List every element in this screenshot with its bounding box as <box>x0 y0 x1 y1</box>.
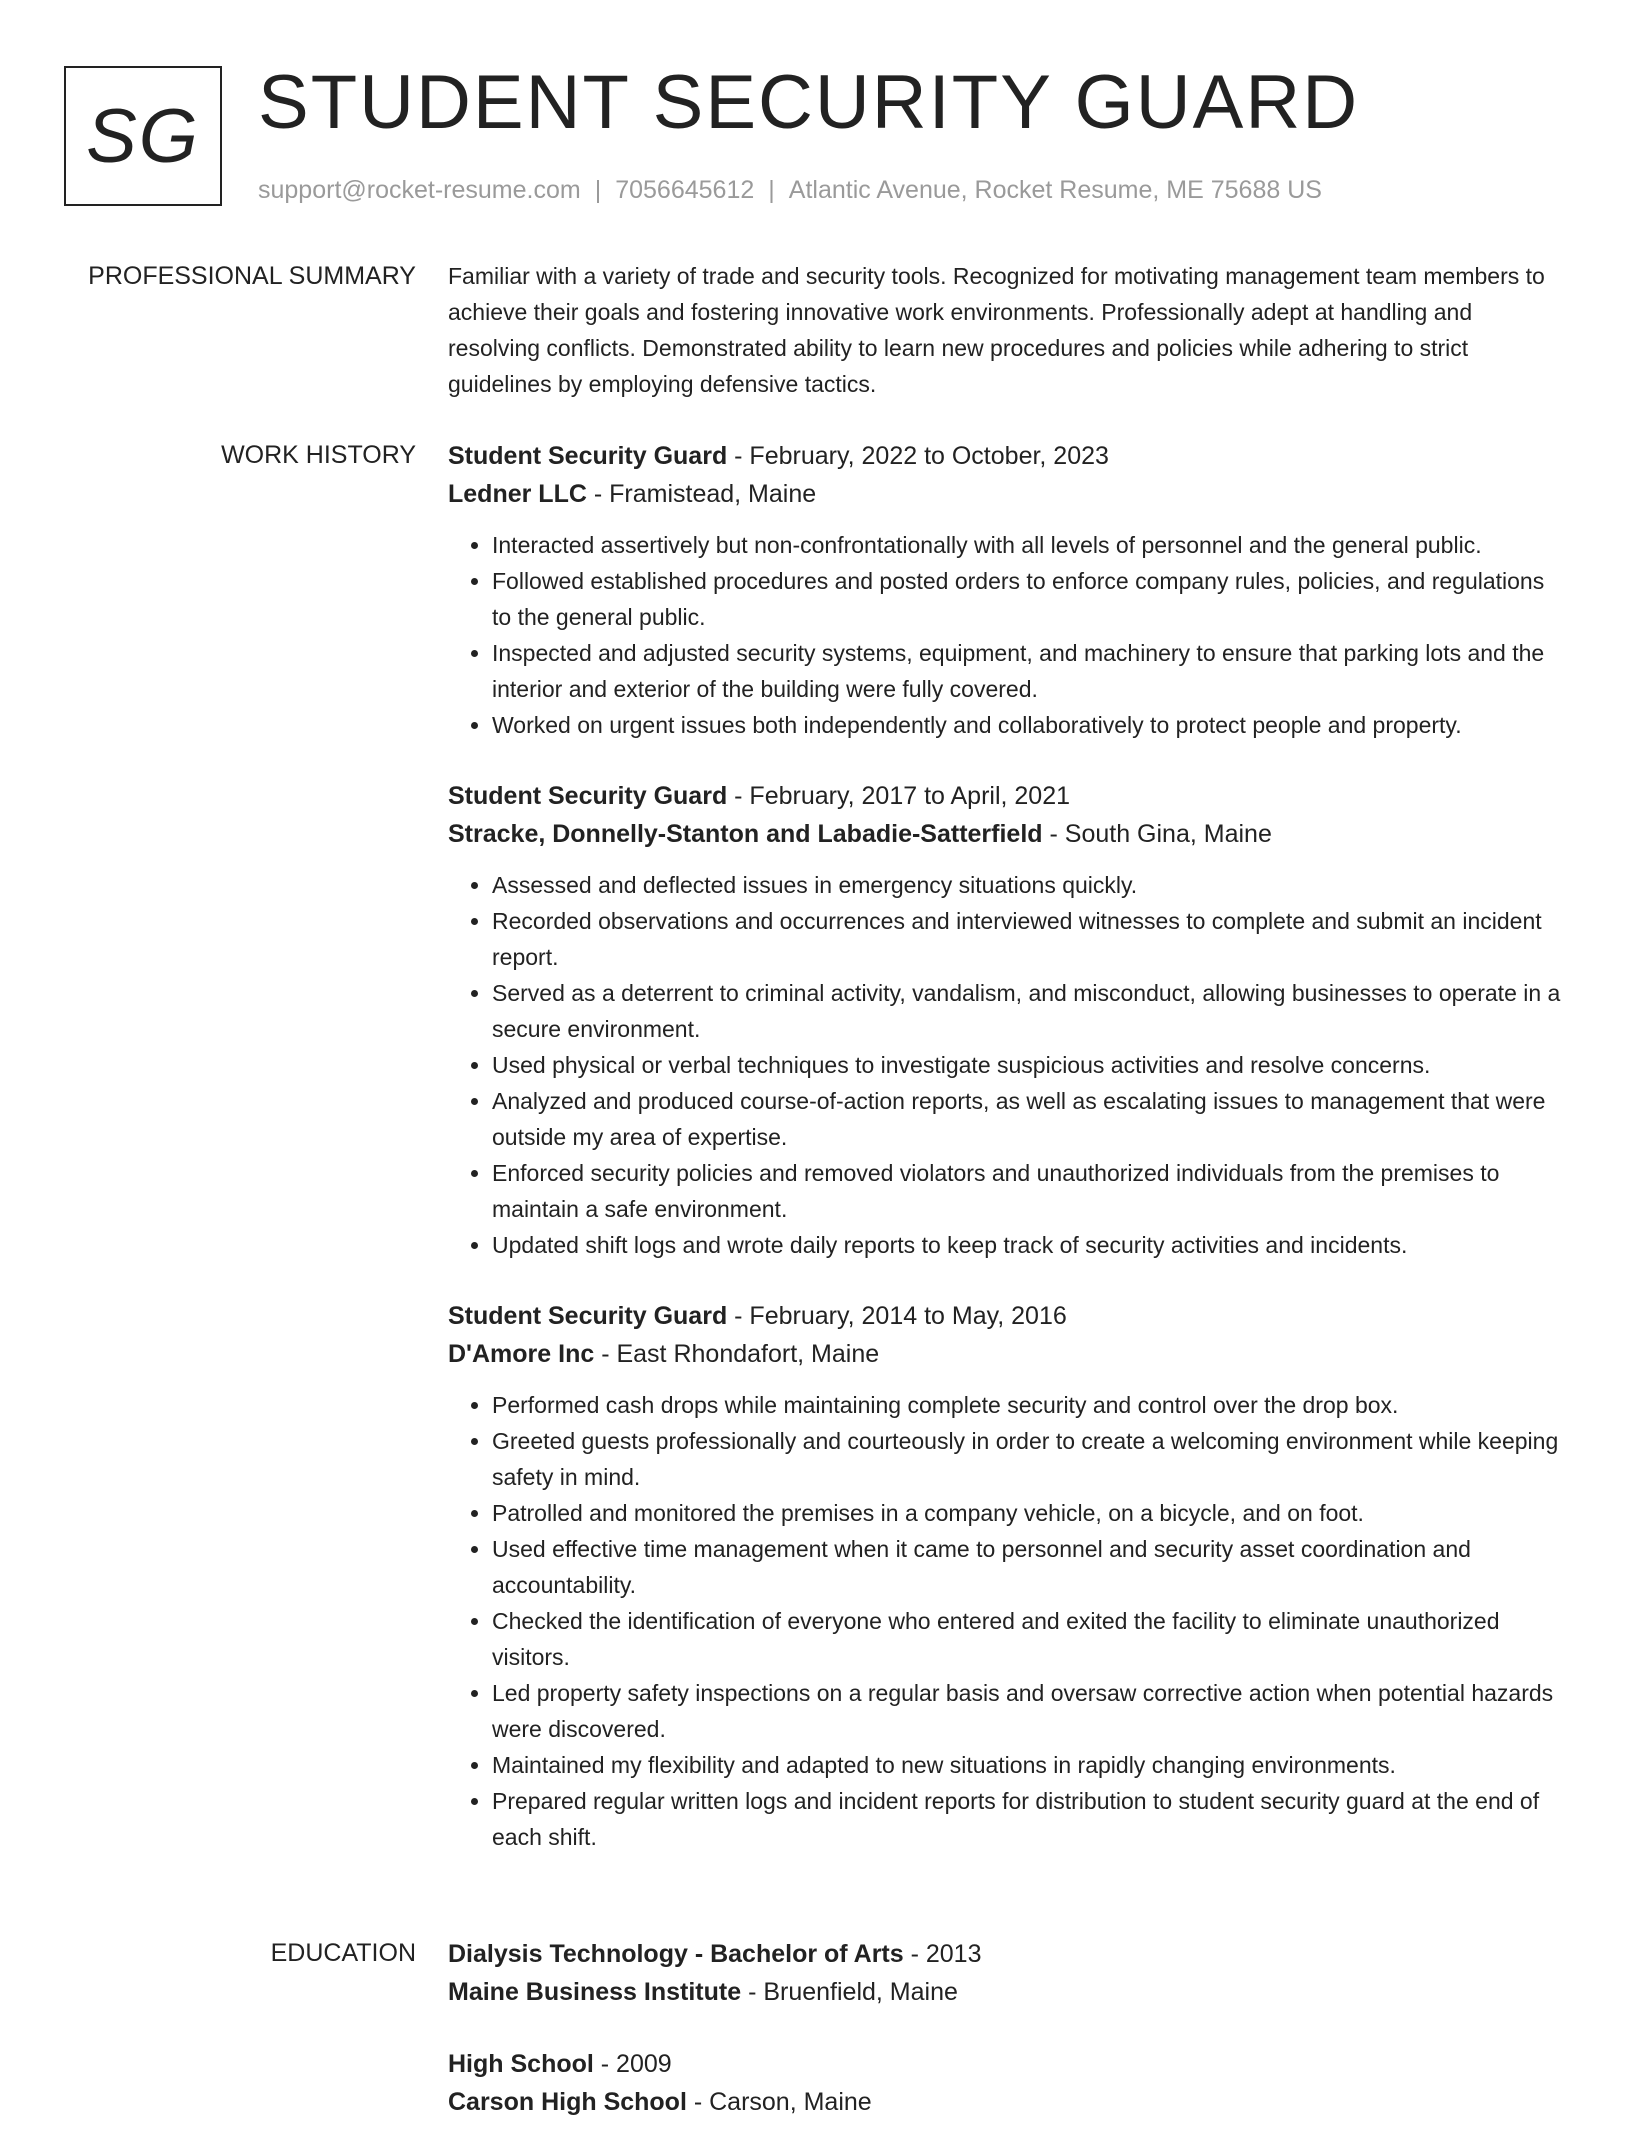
job-bullet: • Greeted guests professionally and courteously in order to create a welcoming environment while keeping safety in mind. <box>492 1423 1568 1495</box>
contact-line <box>258 175 1322 205</box>
job-title: Student Security Guard <box>448 442 728 470</box>
company-line <box>448 815 1568 853</box>
job-bullet: • Patrolled and monitored the premises in a company vehicle, on a bicycle, and on foot. <box>492 1495 1568 1531</box>
job-bullet: • Used physical or verbal techniques to investigate suspicious activities and resolve concerns. <box>492 1047 1568 1083</box>
separator: | <box>594 176 602 204</box>
job-bullets <box>448 1387 1568 1855</box>
job-entry <box>448 777 1568 1263</box>
job-bullet: • Maintained my flexibility and adapted to new situations in rapidly changing environments. <box>492 1747 1568 1783</box>
job-bullet: • Assessed and deflected issues in emergency situations quickly. <box>492 867 1568 903</box>
job-title: Student Security Guard <box>448 1302 728 1330</box>
job-dates: - February, 2022 to October, 2023 <box>727 442 1109 470</box>
work-history-heading: WORK HISTORY <box>221 441 416 469</box>
company-line <box>448 1335 1568 1373</box>
job-location: - East Rhondafort, Maine <box>594 1340 880 1368</box>
company-line <box>448 475 1568 513</box>
job-bullet: • Interacted assertively but non-confrontationally with all levels of personnel and the general public. <box>492 527 1568 563</box>
email-link[interactable]: support@rocket-resume.com <box>258 176 581 204</box>
job-bullet: • Updated shift logs and wrote daily reports to keep track of security activities and incidents. <box>492 1227 1568 1263</box>
summary-heading: PROFESSIONAL SUMMARY <box>88 262 416 290</box>
graduation-year: - 2009 <box>593 2050 672 2078</box>
job-bullet: • Checked the identification of everyone who entered and exited the facility to eliminate unauthorized visitors. <box>492 1603 1568 1675</box>
job-bullet: • Followed established procedures and posted orders to enforce company rules, policies, and regulations to the general public. <box>492 563 1568 635</box>
education-entry <box>448 1935 1568 2011</box>
school-line <box>448 1973 1568 2011</box>
monogram-logo: SG <box>64 66 222 206</box>
job-title: Student Security Guard <box>448 782 728 810</box>
job-location: - South Gina, Maine <box>1042 820 1272 848</box>
job-bullet: • Worked on urgent issues both independently and collaboratively to protect people and property. <box>492 707 1568 743</box>
company-name: Ledner LLC <box>448 480 587 508</box>
job-bullet: • Served as a deterrent to criminal activity, vandalism, and misconduct, allowing businesses to operate in a secure environment. <box>492 975 1568 1047</box>
company-name: Stracke, Donnelly-Stanton and Labadie-Satterfield <box>448 820 1043 848</box>
education-heading: EDUCATION <box>270 1939 416 1967</box>
degree-line <box>448 1935 1568 1973</box>
job-bullet: • Performed cash drops while maintaining complete security and control over the drop box. <box>492 1387 1568 1423</box>
job-bullet: • Recorded observations and occurrences and interviewed witnesses to complete and submit an incident report. <box>492 903 1568 975</box>
job-title-line <box>448 777 1568 815</box>
phone-number: 7056645612 <box>615 176 755 204</box>
job-title-line <box>448 1297 1568 1335</box>
job-bullet: • Prepared regular written logs and incident reports for distribution to student security guard at the end of each shift. <box>492 1783 1568 1855</box>
school-location: - Bruenfield, Maine <box>741 1978 958 2006</box>
degree-line <box>448 2045 1568 2083</box>
education-entry <box>448 2045 1568 2121</box>
school-name: Maine Business Institute <box>448 1978 742 2006</box>
job-entry <box>448 1297 1568 1855</box>
job-bullets <box>448 527 1568 743</box>
candidate-name: STUDENT SECURITY GUARD <box>258 60 1360 145</box>
job-bullet: • Led property safety inspections on a regular basis and oversaw corrective action when potential hazards were discovered. <box>492 1675 1568 1747</box>
address: Atlantic Avenue, Rocket Resume, ME 75688 US <box>788 176 1322 204</box>
job-bullet: • Enforced security policies and removed violators and unauthorized individuals from the premises to maintain a safe environment. <box>492 1155 1568 1227</box>
separator: | <box>768 176 775 204</box>
job-bullet: • Analyzed and produced course-of-action reports, as well as escalating issues to management that were outside my area of expertise. <box>492 1083 1568 1155</box>
graduation-year: - 2013 <box>903 1940 982 1968</box>
school-location: - Carson, Maine <box>686 2088 872 2116</box>
job-location: - Framistead, Maine <box>586 480 817 508</box>
degree-name: Dialysis Technology - Bachelor of Arts <box>448 1940 904 1968</box>
job-bullet: • Inspected and adjusted security systems, equipment, and machinery to ensure that parking lots and the interior and exterior of the building were fully covered. <box>492 635 1568 707</box>
job-entry <box>448 437 1568 743</box>
job-dates: - February, 2014 to May, 2016 <box>727 1302 1067 1330</box>
job-bullets <box>448 867 1568 1263</box>
company-name: D'Amore Inc <box>448 1340 595 1368</box>
school-name: Carson High School <box>448 2088 687 2116</box>
job-bullet: • Used effective time management when it came to personnel and security asset coordination and accountability. <box>492 1531 1568 1603</box>
job-dates: - February, 2017 to April, 2021 <box>727 782 1071 810</box>
degree-name: High School <box>448 2050 594 2078</box>
summary-text: Familiar with a variety of trade and security tools. Recognized for motivating management team members to achieve their goals and fostering innovative work environments. Professionally adept at handling and resolving conflicts. Demonstrated ability to learn new procedures and policies while adhering to strict guidelines by employing defensive tactics. <box>448 263 1545 397</box>
school-line <box>448 2083 1568 2121</box>
job-title-line <box>448 437 1568 475</box>
